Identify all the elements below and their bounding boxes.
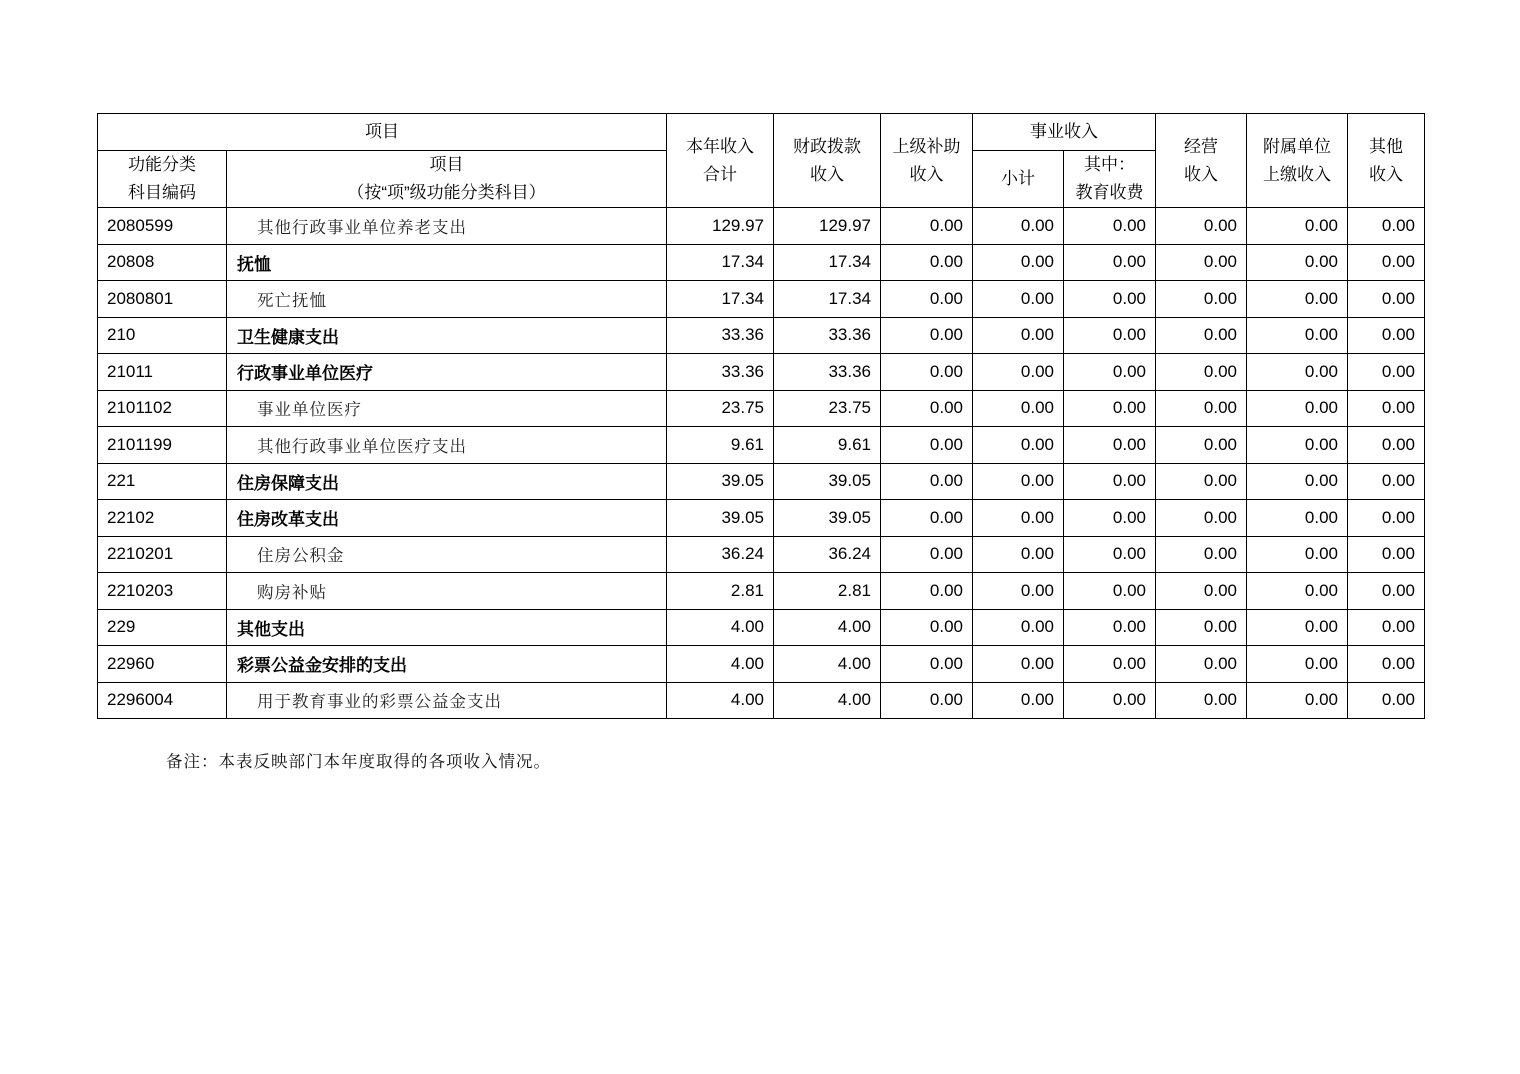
cell-func-name: 彩票公益金安排的支出 <box>227 646 667 683</box>
cell-fiscal-income: 33.36 <box>774 354 881 391</box>
cell-affiliated-income: 0.00 <box>1247 244 1348 281</box>
cell-education-fee: 0.00 <box>1064 536 1156 573</box>
table-row <box>98 281 1425 318</box>
cell-total-income: 4.00 <box>667 609 774 646</box>
cell-operating-income: 0.00 <box>1156 609 1247 646</box>
cell-superior-subsidy: 0.00 <box>881 609 973 646</box>
cell-total-income: 39.05 <box>667 500 774 537</box>
table-row <box>98 682 1425 719</box>
header-fiscal-income-line2: 收入 <box>810 164 844 184</box>
cell-other-income: 0.00 <box>1348 427 1425 464</box>
cell-total-income: 9.61 <box>667 427 774 464</box>
cell-operating-income: 0.00 <box>1156 244 1247 281</box>
cell-superior-subsidy: 0.00 <box>881 244 973 281</box>
header-operating-income <box>1156 114 1247 208</box>
cell-superior-subsidy: 0.00 <box>881 500 973 537</box>
cell-superior-subsidy: 0.00 <box>881 281 973 318</box>
cell-superior-subsidy: 0.00 <box>881 682 973 719</box>
cell-func-name: 事业单位医疗 <box>227 390 667 427</box>
header-other-income-line2: 收入 <box>1369 164 1403 184</box>
cell-subtotal: 0.00 <box>973 500 1064 537</box>
header-education-fee <box>1064 151 1156 208</box>
cell-superior-subsidy: 0.00 <box>881 463 973 500</box>
cell-func-code: 2101199 <box>98 427 227 464</box>
cell-education-fee: 0.00 <box>1064 427 1156 464</box>
header-education-fee-line1: 其中： <box>1084 155 1135 174</box>
header-total-income-line2: 合计 <box>703 164 737 184</box>
income-table-container <box>97 113 1424 719</box>
cell-func-name: 购房补贴 <box>227 573 667 610</box>
header-func-name-line2: （按“项”级功能分类科目） <box>347 183 546 202</box>
cell-operating-income: 0.00 <box>1156 317 1247 354</box>
cell-education-fee: 0.00 <box>1064 573 1156 610</box>
cell-other-income: 0.00 <box>1348 500 1425 537</box>
cell-education-fee: 0.00 <box>1064 390 1156 427</box>
header-education-fee-line2: 教育收费 <box>1075 183 1144 202</box>
cell-affiliated-income: 0.00 <box>1247 390 1348 427</box>
cell-subtotal: 0.00 <box>973 244 1064 281</box>
cell-education-fee: 0.00 <box>1064 208 1156 245</box>
cell-func-name: 住房改革支出 <box>227 500 667 537</box>
cell-superior-subsidy: 0.00 <box>881 354 973 391</box>
cell-operating-income: 0.00 <box>1156 573 1247 610</box>
cell-affiliated-income: 0.00 <box>1247 208 1348 245</box>
cell-fiscal-income: 39.05 <box>774 463 881 500</box>
cell-func-name: 住房保障支出 <box>227 463 667 500</box>
cell-subtotal: 0.00 <box>973 427 1064 464</box>
cell-affiliated-income: 0.00 <box>1247 281 1348 318</box>
cell-other-income: 0.00 <box>1348 682 1425 719</box>
header-operating-income-line2: 收入 <box>1184 164 1218 184</box>
cell-func-code: 210 <box>98 317 227 354</box>
cell-subtotal: 0.00 <box>973 317 1064 354</box>
header-func-code-line2: 科目编码 <box>128 183 196 202</box>
cell-subtotal: 0.00 <box>973 536 1064 573</box>
header-affiliated-income-line1: 附属单位 <box>1263 136 1331 156</box>
cell-func-name: 其他行政事业单位医疗支出 <box>227 427 667 464</box>
cell-subtotal: 0.00 <box>973 573 1064 610</box>
cell-func-code: 2210201 <box>98 536 227 573</box>
cell-func-name: 住房公积金 <box>227 536 667 573</box>
cell-other-income: 0.00 <box>1348 244 1425 281</box>
cell-education-fee: 0.00 <box>1064 317 1156 354</box>
header-other-income-line1: 其他 <box>1369 136 1403 156</box>
table-row <box>98 354 1425 391</box>
cell-subtotal: 0.00 <box>973 609 1064 646</box>
cell-affiliated-income: 0.00 <box>1247 427 1348 464</box>
table-header <box>98 114 1425 208</box>
cell-superior-subsidy: 0.00 <box>881 390 973 427</box>
table-row <box>98 536 1425 573</box>
cell-education-fee: 0.00 <box>1064 281 1156 318</box>
cell-other-income: 0.00 <box>1348 609 1425 646</box>
cell-subtotal: 0.00 <box>973 646 1064 683</box>
table-row <box>98 646 1425 683</box>
table-row <box>98 500 1425 537</box>
header-total-income <box>667 114 774 208</box>
cell-func-code: 2296004 <box>98 682 227 719</box>
cell-other-income: 0.00 <box>1348 536 1425 573</box>
cell-other-income: 0.00 <box>1348 390 1425 427</box>
cell-other-income: 0.00 <box>1348 317 1425 354</box>
cell-fiscal-income: 17.34 <box>774 281 881 318</box>
income-table <box>97 113 1425 719</box>
cell-func-code: 20808 <box>98 244 227 281</box>
cell-affiliated-income: 0.00 <box>1247 354 1348 391</box>
cell-func-code: 21011 <box>98 354 227 391</box>
table-row <box>98 463 1425 500</box>
header-affiliated-income <box>1247 114 1348 208</box>
table-row <box>98 208 1425 245</box>
cell-fiscal-income: 33.36 <box>774 317 881 354</box>
cell-fiscal-income: 17.34 <box>774 244 881 281</box>
cell-operating-income: 0.00 <box>1156 500 1247 537</box>
cell-other-income: 0.00 <box>1348 354 1425 391</box>
cell-func-code: 229 <box>98 609 227 646</box>
cell-subtotal: 0.00 <box>973 281 1064 318</box>
cell-func-name: 抚恤 <box>227 244 667 281</box>
cell-total-income: 17.34 <box>667 281 774 318</box>
cell-subtotal: 0.00 <box>973 682 1064 719</box>
cell-total-income: 39.05 <box>667 463 774 500</box>
cell-total-income: 17.34 <box>667 244 774 281</box>
cell-func-name: 卫生健康支出 <box>227 317 667 354</box>
cell-affiliated-income: 0.00 <box>1247 609 1348 646</box>
cell-func-code: 2080599 <box>98 208 227 245</box>
cell-superior-subsidy: 0.00 <box>881 536 973 573</box>
cell-operating-income: 0.00 <box>1156 354 1247 391</box>
cell-total-income: 36.24 <box>667 536 774 573</box>
cell-total-income: 2.81 <box>667 573 774 610</box>
cell-fiscal-income: 9.61 <box>774 427 881 464</box>
cell-operating-income: 0.00 <box>1156 427 1247 464</box>
cell-affiliated-income: 0.00 <box>1247 573 1348 610</box>
cell-superior-subsidy: 0.00 <box>881 208 973 245</box>
cell-fiscal-income: 4.00 <box>774 646 881 683</box>
header-affiliated-income-line2: 上缴收入 <box>1263 164 1331 184</box>
cell-func-code: 2080801 <box>98 281 227 318</box>
cell-fiscal-income: 4.00 <box>774 609 881 646</box>
cell-subtotal: 0.00 <box>973 390 1064 427</box>
cell-operating-income: 0.00 <box>1156 536 1247 573</box>
cell-education-fee: 0.00 <box>1064 500 1156 537</box>
cell-other-income: 0.00 <box>1348 463 1425 500</box>
header-func-code <box>98 151 227 208</box>
cell-affiliated-income: 0.00 <box>1247 500 1348 537</box>
cell-func-code: 2210203 <box>98 573 227 610</box>
header-func-name-line1: 项目 <box>429 155 464 174</box>
cell-other-income: 0.00 <box>1348 646 1425 683</box>
cell-operating-income: 0.00 <box>1156 682 1247 719</box>
cell-subtotal: 0.00 <box>973 354 1064 391</box>
table-body <box>98 208 1425 719</box>
header-project-group: 项目 <box>98 114 667 151</box>
header-operating-income-line1: 经营 <box>1184 136 1218 156</box>
cell-subtotal: 0.00 <box>973 208 1064 245</box>
cell-affiliated-income: 0.00 <box>1247 463 1348 500</box>
cell-education-fee: 0.00 <box>1064 609 1156 646</box>
cell-education-fee: 0.00 <box>1064 463 1156 500</box>
cell-fiscal-income: 4.00 <box>774 682 881 719</box>
cell-func-name: 其他支出 <box>227 609 667 646</box>
header-subtotal: 小计 <box>973 151 1064 208</box>
cell-func-code: 2101102 <box>98 390 227 427</box>
cell-other-income: 0.00 <box>1348 573 1425 610</box>
header-superior-subsidy <box>881 114 973 208</box>
cell-fiscal-income: 2.81 <box>774 573 881 610</box>
cell-affiliated-income: 0.00 <box>1247 682 1348 719</box>
cell-func-name: 其他行政事业单位养老支出 <box>227 208 667 245</box>
cell-func-code: 221 <box>98 463 227 500</box>
cell-total-income: 33.36 <box>667 354 774 391</box>
table-row <box>98 390 1425 427</box>
cell-superior-subsidy: 0.00 <box>881 646 973 683</box>
cell-operating-income: 0.00 <box>1156 390 1247 427</box>
cell-func-name: 用于教育事业的彩票公益金支出 <box>227 682 667 719</box>
cell-operating-income: 0.00 <box>1156 281 1247 318</box>
header-fiscal-income <box>774 114 881 208</box>
cell-func-code: 22960 <box>98 646 227 683</box>
cell-affiliated-income: 0.00 <box>1247 536 1348 573</box>
table-row <box>98 317 1425 354</box>
cell-operating-income: 0.00 <box>1156 646 1247 683</box>
cell-affiliated-income: 0.00 <box>1247 317 1348 354</box>
cell-other-income: 0.00 <box>1348 281 1425 318</box>
cell-operating-income: 0.00 <box>1156 208 1247 245</box>
cell-operating-income: 0.00 <box>1156 463 1247 500</box>
cell-fiscal-income: 36.24 <box>774 536 881 573</box>
table-row <box>98 573 1425 610</box>
cell-education-fee: 0.00 <box>1064 682 1156 719</box>
header-func-name <box>227 151 667 208</box>
cell-subtotal: 0.00 <box>973 463 1064 500</box>
header-superior-subsidy-line2: 收入 <box>909 164 944 184</box>
cell-total-income: 4.00 <box>667 646 774 683</box>
header-fiscal-income-line1: 财政拨款 <box>793 136 861 156</box>
cell-total-income: 4.00 <box>667 682 774 719</box>
header-other-income <box>1348 114 1425 208</box>
cell-total-income: 129.97 <box>667 208 774 245</box>
table-footnote: 备注：本表反映部门本年度取得的各项收入情况。 <box>166 752 551 771</box>
cell-other-income: 0.00 <box>1348 208 1425 245</box>
table-row <box>98 427 1425 464</box>
table-row <box>98 609 1425 646</box>
cell-total-income: 33.36 <box>667 317 774 354</box>
cell-fiscal-income: 129.97 <box>774 208 881 245</box>
cell-total-income: 23.75 <box>667 390 774 427</box>
cell-fiscal-income: 23.75 <box>774 390 881 427</box>
header-total-income-line1: 本年收入 <box>686 136 754 156</box>
cell-func-name: 死亡抚恤 <box>227 281 667 318</box>
header-func-code-line1: 功能分类 <box>128 155 196 174</box>
cell-education-fee: 0.00 <box>1064 244 1156 281</box>
cell-func-name: 行政事业单位医疗 <box>227 354 667 391</box>
cell-affiliated-income: 0.00 <box>1247 646 1348 683</box>
cell-fiscal-income: 39.05 <box>774 500 881 537</box>
cell-superior-subsidy: 0.00 <box>881 573 973 610</box>
header-business-income-group: 事业收入 <box>973 114 1156 151</box>
cell-education-fee: 0.00 <box>1064 646 1156 683</box>
table-row <box>98 244 1425 281</box>
cell-func-code: 22102 <box>98 500 227 537</box>
cell-education-fee: 0.00 <box>1064 354 1156 391</box>
cell-superior-subsidy: 0.00 <box>881 317 973 354</box>
header-superior-subsidy-line1: 上级补助 <box>892 136 961 156</box>
cell-superior-subsidy: 0.00 <box>881 427 973 464</box>
